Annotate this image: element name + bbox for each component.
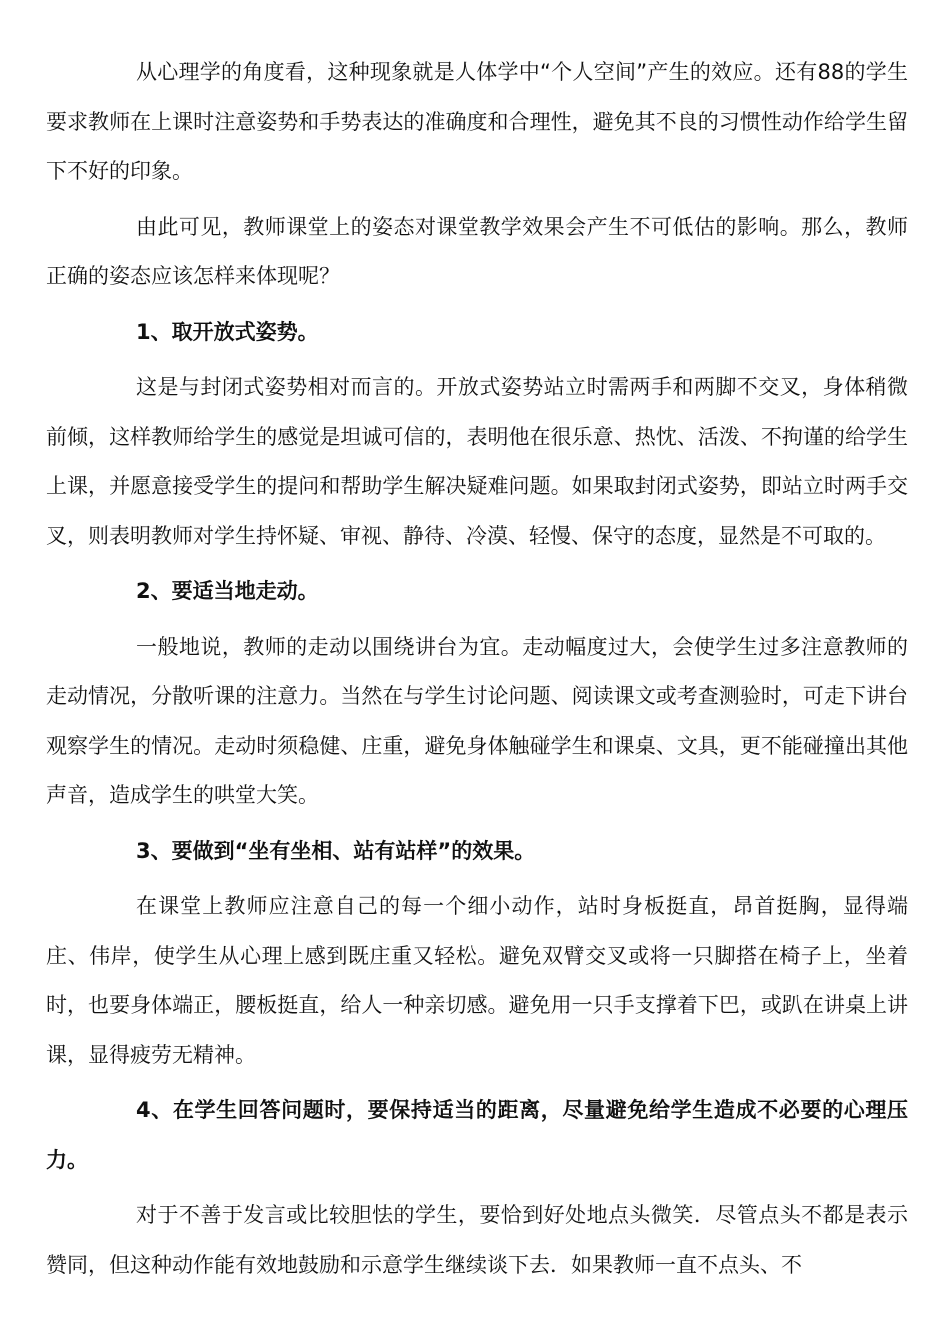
heading-sit-stand: 3、要做到“坐有坐相、站有站样”的效果。 xyxy=(136,838,536,863)
heading-distance: 4、在学生回答问题时，要保持适当的距离，尽量避免给学生造成不必要的心理压力。 xyxy=(46,1098,908,1172)
paragraph-sit-stand: 在课堂上教师应注意自己的每一个细小动作，站时身板挺直，昂首挺胸，显得端庄、伟岸，使学生从心理上感到既庄重又轻松。避免双臂交叉或将一只脚搭在椅子上，坐着时，也要身体端正，腰板挺直，给人一种亲切感。避免用一只手支撑着下巴，或趴在讲桌上讲课，显得疲劳无精神。 xyxy=(46,894,908,1067)
document-body xyxy=(46,48,908,1290)
paragraph-nodding: 对于不善于发言或比较胆怯的学生，要恰到好处地点头微笑．尽管点头不都是表示赞同，但这种动作能有效地鼓励和示意学生继续谈下去．如果教师一直不点头、不 xyxy=(46,1203,908,1277)
paragraph-walking: 一般地说，教师的走动以围绕讲台为宜。走动幅度过大，会使学生过多注意教师的走动情况，分散听课的注意力。当然在与学生讨论问题、阅读课文或考查测验时，可走下讲台观察学生的情况。走动时须稳健、庄重，避免身体触碰学生和课桌、文具，更不能碰撞出其他声音，造成学生的哄堂大笑。 xyxy=(46,634,908,807)
heading-walking: 2、要适当地走动。 xyxy=(136,579,319,603)
heading-open-posture: 1、取开放式姿势。 xyxy=(136,319,319,344)
paragraph-posture-impact: 由此可见，教师课堂上的姿态对课堂教学效果会产生不可低估的影响。那么，教师正确的姿态应该怎样来体现呢？ xyxy=(46,214,908,288)
paragraph-open-posture: 这是与封闭式姿势相对而言的。开放式姿势站立时需两手和两脚不交叉，身体稍微前倾，这样教师给学生的感觉是坦诚可信的，表明他在很乐意、热忱、活泼、不拘谨的给学生上课，并愿意接受学生的提问和帮助学生解决疑难问题。如果取封闭式姿势，即站立时两手交叉，则表明教师对学生持怀疑、审视、静待、冷漠、轻慢、保守的态度，显然是不可取的。 xyxy=(46,375,908,548)
paragraph-personal-space: 从心理学的角度看，这种现象就是人体学中“个人空间”产生的效应。还有88的学生要求教师在上课时注意姿势和手势表达的准确度和合理性，避免其不良的习惯性动作给学生留下不好的印象。 xyxy=(46,60,908,183)
